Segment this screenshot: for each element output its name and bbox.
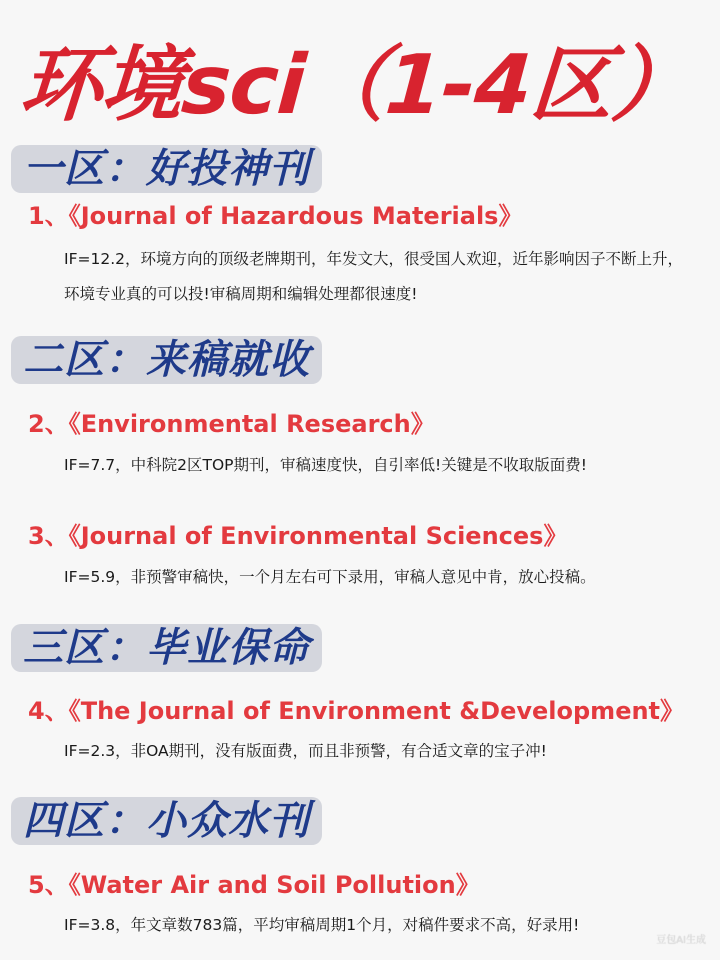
journal-3-title: 3、《Journal of Environmental Sciences》 [28, 522, 568, 550]
journal-1-description: IF=12.2，环境方向的顶级老牌期刊，年发文大，很受国人欢迎，近年影响因子不断上升，环境专业真的可以投!审稿周期和编辑处理都很速度! [64, 250, 683, 303]
tier-2-label: 二区：来稿就收 [23, 337, 310, 383]
journal-3-description: IF=5.9，非预警审稿快，一个月左右可下录用，审稿人意见中肯，放心投稿。 [64, 568, 596, 586]
tier-3-label: 三区：毕业保命 [23, 625, 310, 671]
ai-watermark: 豆包AI生成 [656, 935, 706, 946]
tier-4-header [11, 797, 322, 845]
journal-4-title: 4、《The Journal of Environment &Development》 [28, 697, 685, 725]
tier-4-label: 四区：小众水刊 [23, 798, 310, 844]
tier-2-header [11, 336, 322, 384]
journal-1-title: 1、《Journal of Hazardous Materials》 [28, 202, 523, 230]
tier-3-header [11, 624, 322, 672]
tier-1-header [11, 145, 322, 193]
page-title: 环境sci（1-4区） [16, 38, 697, 133]
journal-5-description: IF=3.8，年文章数783篇，平均审稿周期1个月，对稿件要求不高，好录用! [64, 916, 580, 934]
journal-2-description: IF=7.7，中科院2区TOP期刊，审稿速度快，自引率低!关键是不收取版面费! [64, 456, 587, 474]
journal-2-title: 2、《Environmental Research》 [28, 410, 435, 438]
tier-1-label: 一区：好投神刊 [23, 146, 310, 192]
journal-5-title: 5、《Water Air and Soil Pollution》 [28, 871, 480, 899]
journal-4-description: IF=2.3，非OA期刊，没有版面费，而且非预警，有合适文章的宝子冲! [64, 742, 547, 760]
